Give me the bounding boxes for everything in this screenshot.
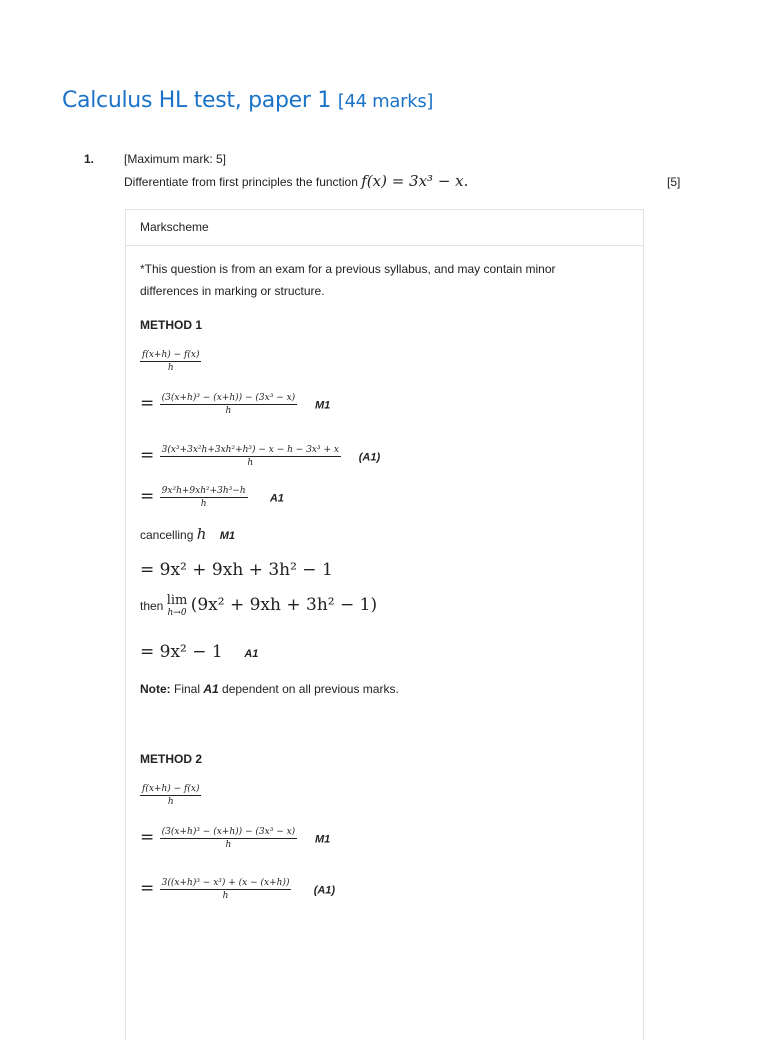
m1-note-post: dependent on all previous marks. <box>218 682 399 696</box>
m1-limit-expression: (9x² + 9xh + 3h² − 1) <box>190 595 378 616</box>
question-text <box>124 172 468 190</box>
m1-step1-denominator: h <box>225 406 232 416</box>
m1-step4-expression: = 9x² + 9xh + 3h² − 1 <box>140 560 333 580</box>
markscheme-panel <box>125 209 644 1040</box>
m2-step2: = $\frac{\text{3((x+h)³ − x³) + (x − (x+h))}}{h}$ (A1) <box>140 878 336 901</box>
m1-step1-mark: M1 <box>314 399 331 412</box>
m2-step0-numerator: f(x+h) − f(x) <box>142 784 200 794</box>
m1-limit-word: lim <box>166 593 188 608</box>
markscheme-header-label: Markscheme <box>140 220 209 234</box>
question-text-prefix: Differentiate from first principles the function <box>124 175 358 189</box>
m1-result <box>140 642 258 662</box>
m1-step1-numerator: (3(x+h)³ − (x+h)) − (3x³ − x) <box>161 393 296 403</box>
question-marks: [5] <box>667 175 681 189</box>
m1-step3: = $\frac{\text{9x²h+9xh²+3h³−h}}{h}$ A1 <box>140 486 284 509</box>
m1-note-label: Note: <box>140 682 171 696</box>
question-function: f(x) = 3x³ − x. <box>361 172 469 190</box>
m1-step0 <box>140 349 201 374</box>
m2-step0-fraction <box>140 783 201 808</box>
m2-step2-fraction <box>160 877 292 902</box>
m1-cancel-mark: M1 <box>219 530 236 542</box>
m1-limit-sub: h→0 <box>167 608 187 618</box>
question-number: 1. <box>84 152 95 166</box>
m1-note-pre: Final <box>170 682 204 696</box>
m1-step2-fraction <box>160 444 341 469</box>
m2-step1-denominator: h <box>225 840 232 850</box>
m1-step4 <box>140 560 333 580</box>
m1-cancel-line <box>140 525 235 543</box>
m1-step3-fraction <box>160 485 248 510</box>
m2-step0-denominator: h <box>167 797 174 807</box>
m2-step2-numerator: 3((x+h)³ − x³) + (x − (x+h)) <box>161 878 290 888</box>
m1-cancel-text: cancelling <box>140 528 194 542</box>
question-max-mark: [Maximum mark: 5] <box>124 152 227 166</box>
syllabus-note-line2: differences in marking or structure. <box>140 284 325 298</box>
m2-step1-mark: M1 <box>314 833 331 846</box>
m1-step3-denominator: h <box>200 499 207 509</box>
m2-step0 <box>140 783 201 808</box>
m1-cancel-var: h <box>196 525 207 543</box>
m1-step2-denominator: h <box>247 458 254 468</box>
m1-step2-mark: (A1) <box>358 451 381 464</box>
m1-note-mark: A1 <box>203 682 219 696</box>
m2-step1-fraction <box>160 826 298 851</box>
m1-note <box>140 682 399 696</box>
m1-result-expression: = 9x² − 1 <box>140 642 223 662</box>
m2-step2-denominator: h <box>222 891 229 901</box>
syllabus-note <box>140 258 556 302</box>
m1-step0-numerator: f(x+h) − f(x) <box>142 350 200 360</box>
title-main: Calculus HL test, paper 1 <box>62 88 332 113</box>
m1-step0-fraction <box>140 349 201 374</box>
m1-step1-fraction <box>160 392 298 417</box>
m2-step1: = $\frac{\text{(3(x+h)³ − (x+h)) − (3x³ − x)}}{h}$ M1 <box>140 827 331 850</box>
syllabus-note-line1: *This question is from an exam for a previous syllabus, and may contain minor <box>140 262 556 276</box>
m1-step2: = $\frac{\text{3(x³+3x²h+3xh²+h³) − x − h − 3x³ + x}}{h}$ (A1) <box>140 445 381 468</box>
m1-step3-mark: A1 <box>269 492 284 505</box>
markscheme-header <box>126 210 643 246</box>
title-marks: [44 marks] <box>337 91 434 112</box>
m1-step1: = $\frac{\text{(3(x+h)³ − (x+h)) − (3x³ − x)}}{h}$ M1 <box>140 393 331 416</box>
m1-limit-operator <box>167 595 188 619</box>
m1-step2-numerator: 3(x³+3x²h+3xh²+h³) − x − h − 3x³ + x <box>161 445 339 455</box>
m1-step0-denominator: h <box>167 363 174 373</box>
page-title <box>62 88 433 113</box>
m1-step3-numerator: 9x²h+9xh²+3h³−h <box>161 486 246 496</box>
m2-step1-numerator: (3(x+h)³ − (x+h)) − (3x³ − x) <box>161 827 296 837</box>
method1-heading: METHOD 1 <box>140 318 203 332</box>
m1-then-text: then <box>140 599 164 614</box>
m2-step2-mark: (A1) <box>313 884 336 897</box>
m1-result-mark: A1 <box>244 648 259 660</box>
method2-heading: METHOD 2 <box>140 752 203 766</box>
m1-limit-line <box>140 595 377 619</box>
